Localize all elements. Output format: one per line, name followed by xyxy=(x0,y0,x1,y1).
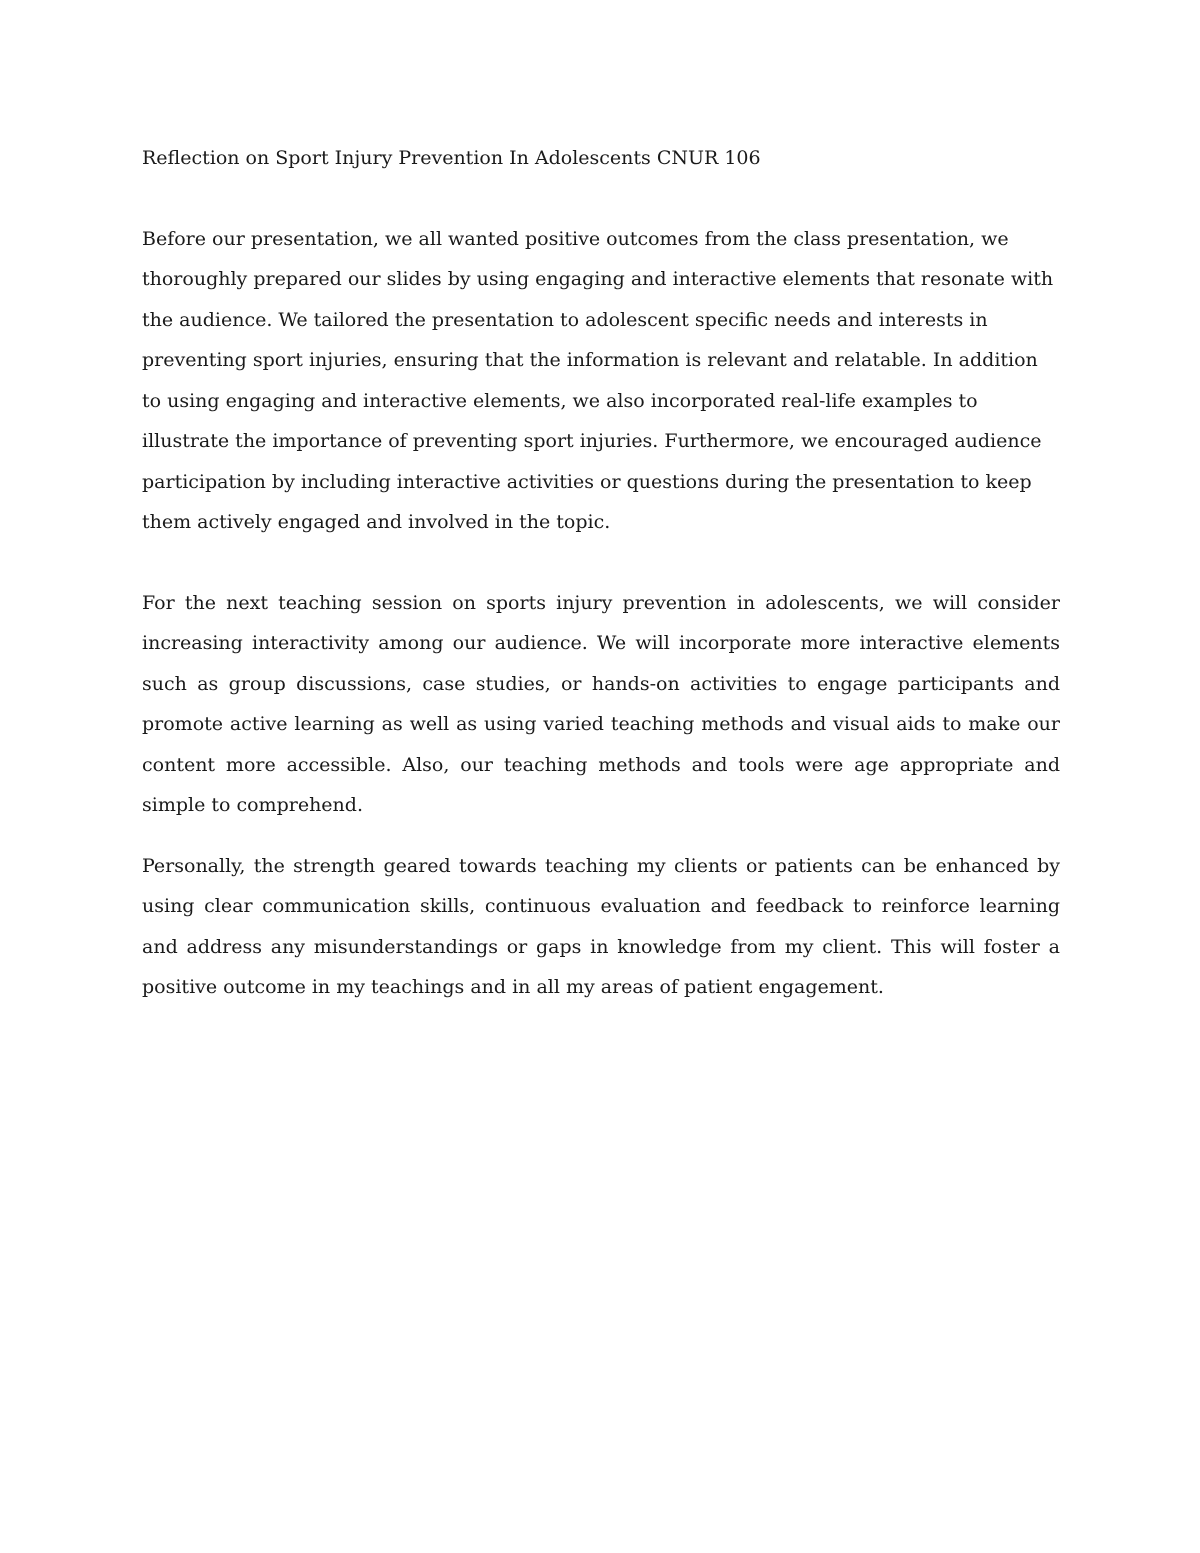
document-body xyxy=(142,138,1060,1008)
paragraph-personal-strength: Personally, the strength geared towards teaching my clients or patients can be enhanced by using clear communication skills, continuous evaluation and feedback to reinforce learning and address any misunderstandings or gaps in knowledge from my client. This will foster a positive outcome in my teachings and in all my areas of patient engagement. xyxy=(142,854,1060,998)
paragraph-next-session-plan: For the next teaching session on sports injury prevention in adolescents, we will consider increasing interactivity among our audience. We will incorporate more interactive elements such as group discussions, case studies, or hands-on activities to engage participants and promote active learning as well as using varied teaching methods and visual aids to make our content more accessible. Also, our teaching methods and tools were age appropriate and simple to comprehend. xyxy=(142,591,1060,816)
document-title: Reflection on Sport Injury Prevention In Adolescents CNUR 106 xyxy=(142,147,761,169)
paragraph-presentation-preparation: Before our presentation, we all wanted positive outcomes from the class presentation, we thoroughly prepared our slides by using engaging and interactive elements that resonate with the audience. We tailored the presentation to adolescent specific needs and interests in preventing sport injuries, ensuring that the information is relevant and relatable. In addition to using engaging and interactive elements, we also incorporated real-life examples to illustrate the importance of preventing sport injuries. Furthermore, we encouraged audience participation by including interactive activities or questions during the presentation to keep them actively engaged and involved in the topic. xyxy=(142,227,1054,533)
